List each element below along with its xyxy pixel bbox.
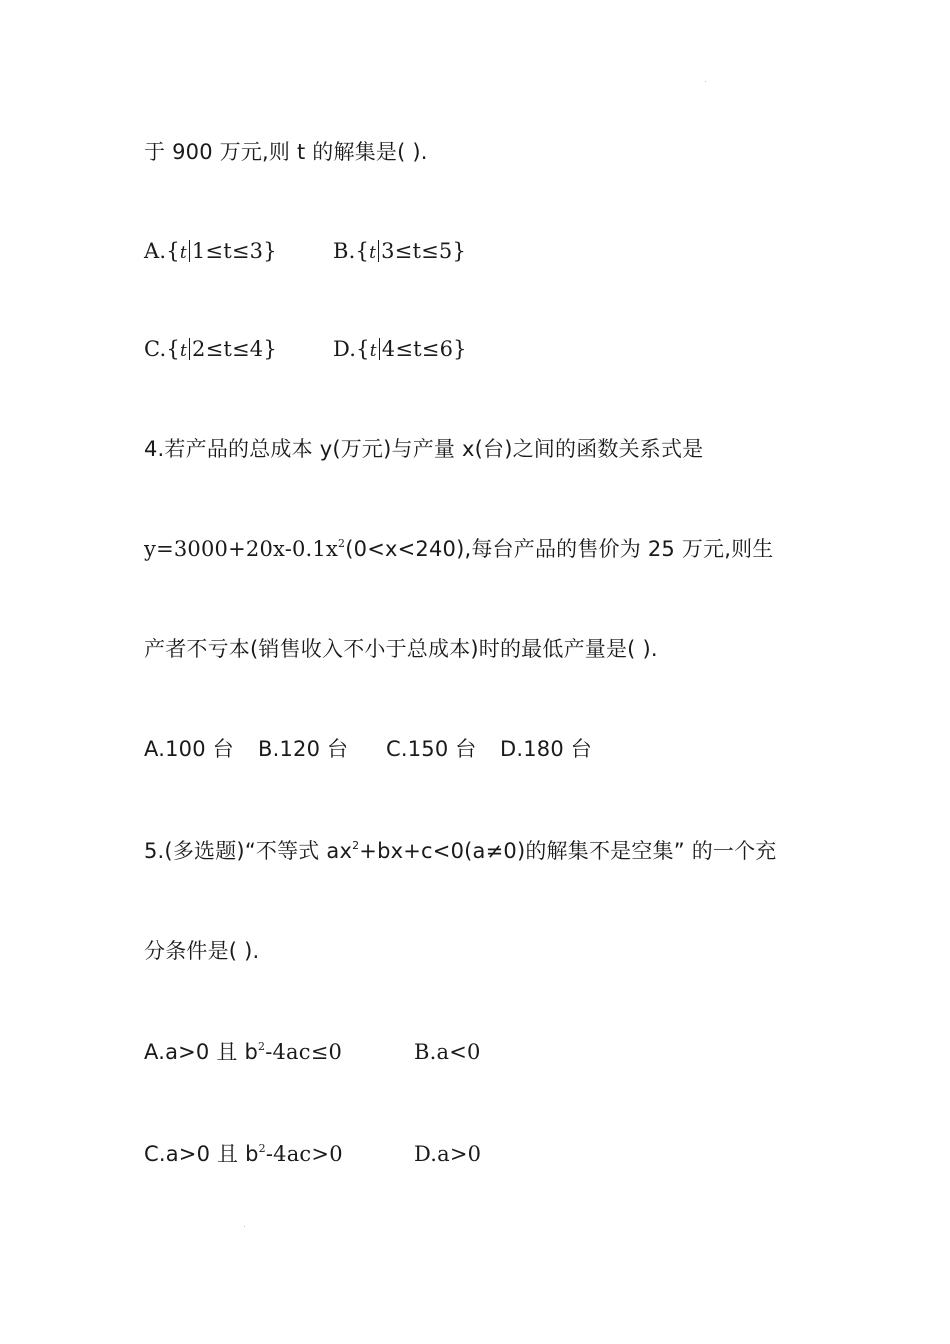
question-3-options-row-1 <box>144 236 466 268</box>
question-3-text: 于 900 万元,则 t 的解集是( ). <box>144 140 428 164</box>
option-c-var: t <box>179 341 188 361</box>
exponent: 2 <box>257 1040 266 1053</box>
scan-speck <box>244 1226 245 1227</box>
option-d <box>333 334 467 366</box>
option-d-var: t <box>369 341 377 361</box>
option-c: C.150 台 <box>386 737 477 761</box>
option-b <box>333 236 466 268</box>
option-d: D.a>0 <box>414 1142 482 1166</box>
question-4-options <box>144 734 592 764</box>
formula-rest: (0<x<240),每台产品的售价为 25 万元,则生 <box>345 537 774 561</box>
set-bar <box>379 338 380 360</box>
exponent: 2 <box>352 839 360 852</box>
option-a-cond: 1≤t≤3} <box>191 239 277 263</box>
question-4-text-1: 4.若产品的总成本 y(万元)与产量 x(台)之间的函数关系式是 <box>144 437 704 461</box>
option-b-cond: 3≤t≤5} <box>381 239 467 263</box>
option-a <box>144 236 333 268</box>
option-c-label: C.{ <box>144 337 180 361</box>
option-c-cond: 2≤t≤4} <box>192 337 277 361</box>
option-b-label: B.{ <box>333 239 370 263</box>
option-d: D.180 台 <box>500 737 593 761</box>
option-d-cond: 4≤t≤6} <box>381 337 467 361</box>
option-b: B.120 台 <box>258 737 349 761</box>
question-5-text-rest: +bx+c<0(a≠0)的解集不是空集” 的一个充 <box>359 839 777 863</box>
question-4-line-3 <box>144 634 658 664</box>
question-5-options-row-2 <box>144 1139 481 1169</box>
question-4-line-1 <box>144 434 703 464</box>
option-c <box>144 334 333 366</box>
option-c-end: -4ac>0 <box>265 1142 343 1166</box>
question-5-text-start: 5.(多选题)“不等式 ax <box>144 839 353 863</box>
exponent: 2 <box>338 537 346 550</box>
question-3-options-row-2 <box>144 334 467 366</box>
question-4-line-2 <box>144 534 774 564</box>
option-a-label: A.{ <box>144 239 180 263</box>
set-bar <box>378 240 379 262</box>
exponent: 2 <box>258 1142 266 1155</box>
question-4-text-3: 产者不亏本(销售收入不小于总成本)时的最低产量是( ). <box>144 637 658 661</box>
option-c <box>144 1139 414 1169</box>
option-b-var: t <box>369 243 377 263</box>
set-bar <box>189 338 190 360</box>
question-5-line-2 <box>144 936 259 966</box>
option-d-label: D.{ <box>333 337 370 361</box>
question-5-text-2: 分条件是( ). <box>144 939 260 963</box>
scan-speck <box>705 81 706 82</box>
option-b: B.a<0 <box>414 1040 481 1064</box>
option-a <box>144 1037 414 1067</box>
set-bar <box>189 240 190 262</box>
option-a-end: -4ac≤0 <box>265 1040 343 1064</box>
formula-start: y=3000+20x-0.1x <box>144 537 339 561</box>
question-5-line-1 <box>144 836 777 866</box>
option-a-var: t <box>179 243 187 263</box>
question-5-options-row-1 <box>144 1037 481 1067</box>
option-a-start: A.a>0 且 b <box>144 1040 258 1064</box>
option-c-start: C.a>0 且 b <box>144 1142 259 1166</box>
option-a: A.100 台 <box>144 737 234 761</box>
question-3-continuation <box>144 137 428 167</box>
